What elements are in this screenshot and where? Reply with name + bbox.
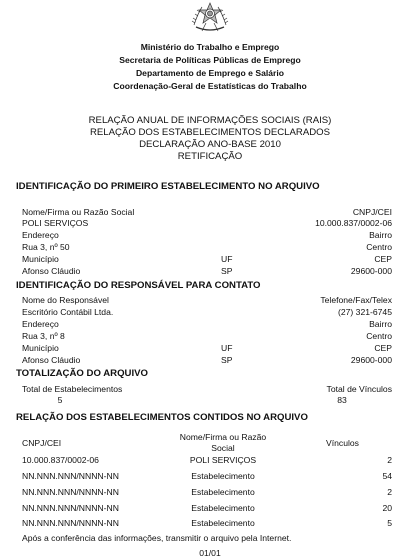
row-cnpj: NN.NNN.NNN/NNNN-NN [22, 471, 119, 481]
row-cnpj: NN.NNN.NNN/NNNN-NN [22, 518, 119, 528]
column-header-name-line-1: Nome/Firma ou Razão [179, 432, 267, 442]
row-cnpj: NN.NNN.NNN/NNNN-NN [22, 503, 119, 513]
row-cnpj: NN.NNN.NNN/NNNN-NN [22, 487, 119, 497]
row-links: 54 [382, 471, 392, 481]
label-phone: Telefone/Fax/Telex [320, 295, 392, 305]
ministry-name: Ministério do Trabalho e Emprego [140, 42, 280, 52]
document-title-line-3: DECLARAÇÃO ANO-BASE 2010 [139, 139, 281, 150]
value-contact-uf: SP [221, 355, 233, 365]
row-name: Estabelecimento [191, 503, 255, 513]
column-header-name-line-2: Social [211, 443, 235, 453]
document-title-line-4: RETIFICAÇÃO [177, 151, 243, 162]
section-heading-establishments: RELAÇÃO DOS ESTABELECIMENTOS CONTIDOS NO ARQUIVO [16, 412, 308, 423]
footer-note: Após a conferência das informações, transmitir o arquivo pela Internet. [22, 533, 292, 543]
label-district: Bairro [369, 230, 392, 240]
label-contact-district: Bairro [369, 319, 392, 329]
value-district: Centro [366, 242, 392, 252]
value-address: Rua 3, nº 50 [22, 242, 70, 252]
label-uf: UF [221, 254, 233, 264]
label-contact-city: Município [22, 343, 59, 353]
page-number: 01/01 [199, 548, 221, 558]
row-links: 2 [387, 455, 392, 465]
row-name: Estabelecimento [191, 518, 255, 528]
section-heading-first-establishment: IDENTIFICAÇÃO DO PRIMEIRO ESTABELECIMENTO NO ARQUIVO [16, 181, 320, 192]
label-total-links: Total de Vínculos [326, 384, 392, 394]
row-links: 2 [387, 487, 392, 497]
coordination-name: Coordenação-Geral de Estatísticas do Trabalho [113, 81, 307, 91]
label-contact-uf: UF [221, 343, 233, 353]
label-cnpj: CNPJ/CEI [352, 207, 392, 217]
label-cep: CEP [374, 254, 392, 264]
value-city: Afonso Cláudio [22, 266, 81, 276]
value-total-links: 83 [337, 395, 347, 405]
label-contact-address: Endereço [22, 319, 59, 329]
value-total-establishments: 5 [57, 395, 63, 405]
secretariat-name: Secretaria de Políticas Públicas de Emprego [119, 55, 301, 65]
value-cep: 29600-000 [350, 266, 392, 276]
row-links: 20 [382, 503, 392, 513]
row-name: Estabelecimento [191, 471, 255, 481]
value-uf: SP [221, 266, 233, 276]
column-header-cnpj: CNPJ/CEI [22, 438, 62, 448]
value-cnpj: 10.000.837/0002-06 [315, 218, 392, 228]
row-cnpj: 10.000.837/0002-06 [22, 455, 99, 465]
value-contact-cep: 29600-000 [350, 355, 392, 365]
document-title-line-1: RELAÇÃO ANUAL DE INFORMAÇÕES SOCIAIS (RAIS) [88, 115, 332, 126]
value-contact-district: Centro [366, 331, 392, 341]
value-company-name: POLI SERVIÇOS [22, 218, 89, 228]
department-name: Departamento de Emprego e Salário [135, 68, 285, 78]
value-contact-city: Afonso Cláudio [22, 355, 81, 365]
label-company-name: Nome/Firma ou Razão Social [22, 207, 135, 217]
document-title-line-2: RELAÇÃO DOS ESTABELECIMENTOS DECLARADOS [89, 127, 331, 138]
value-contact-address: Rua 3, nº 8 [22, 331, 65, 341]
value-responsible-name: Escritório Contábil Ltda. [22, 307, 114, 317]
label-responsible-name: Nome do Responsável [22, 295, 109, 305]
value-phone: (27) 321-6745 [338, 307, 392, 317]
section-heading-totals: TOTALIZAÇÃO DO ARQUIVO [16, 368, 148, 379]
brazil-coat-of-arms-icon [186, 1, 234, 33]
label-city: Município [22, 254, 59, 264]
row-name: POLI SERVIÇOS [189, 455, 257, 465]
label-address: Endereço [22, 230, 59, 240]
label-contact-cep: CEP [374, 343, 392, 353]
label-total-establishments: Total de Estabelecimentos [22, 384, 123, 394]
row-name: Estabelecimento [191, 487, 255, 497]
section-heading-contact: IDENTIFICAÇÃO DO RESPONSÁVEL PARA CONTATO [16, 280, 261, 291]
row-links: 5 [387, 518, 392, 528]
column-header-links: Vínculos [326, 438, 359, 448]
